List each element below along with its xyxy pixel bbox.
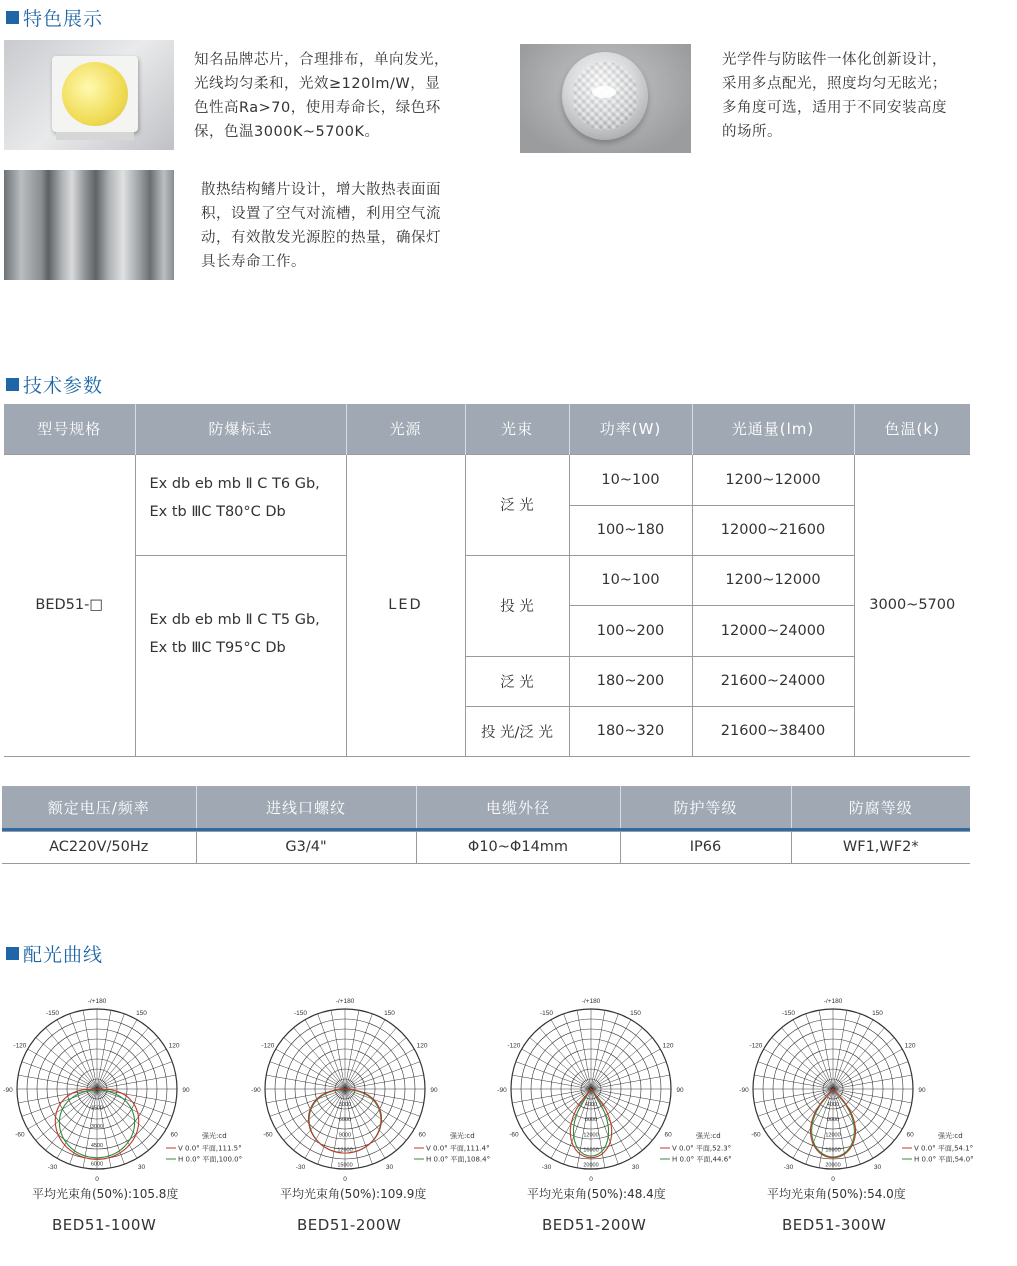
lens-photo [520,44,691,153]
table-row [4,454,970,505]
cable-diameter-cell: Φ10~Φ14mm [416,831,620,863]
ring-value-label: 9000 [338,1132,352,1139]
led-chip-photo [4,40,174,150]
beam-angle-label: 平均光束角(50%):105.8度 [32,1187,179,1201]
v-plane-legend: V 0.0° 平面,111.5° [178,1144,242,1153]
angle-label: 150 [872,1009,883,1017]
beam-angle-label: 平均光束角(50%):54.0度 [767,1187,906,1201]
polar-svg [251,998,504,1183]
polar-curve-diagram [251,998,504,1238]
params-title-text: 技术参数 [23,375,104,397]
curve-model-label: BED51-200W [297,1216,402,1234]
flux-cell: 1200~12000 [692,454,854,505]
flux-cell: 21600~38400 [692,706,854,756]
curves-section-title [6,940,103,967]
ip-rating-cell: IP66 [620,831,791,863]
h-plane-legend: H 0.0° 平面,100.0° [178,1155,243,1164]
angle-label: 150 [136,1009,147,1017]
ring-value-label: 3000 [90,1124,104,1131]
ring-value-label: 15000 [337,1162,353,1169]
power-cell: 10~100 [569,454,692,505]
col-header: 光源 [346,404,465,454]
angle-label: 0 [343,1176,347,1183]
light-source-cell: LED [346,454,465,756]
col-header: 进线口螺纹 [196,786,416,828]
intensity-unit-label: 强光:cd [696,1132,721,1140]
ring-value-label: 6000 [338,1117,352,1124]
ring-value-label: 16000 [825,1147,841,1154]
anticorrosion-cell: WF1,WF2* [791,831,970,863]
h-plane-legend: H 0.0° 平面,108.4° [426,1155,491,1164]
polar-curve-diagram [3,998,256,1238]
angle-label: -150 [539,1009,554,1017]
h-plane-legend: H 0.0° 平面,44.6° [672,1155,732,1164]
angle-label: 120 [416,1042,428,1050]
spec-table-2-header [2,786,970,828]
angle-label: -90 [251,1087,261,1094]
angle-label: -/+180 [581,998,601,1005]
angle-label: 90 [430,1087,438,1094]
ring-value-label: 6000 [90,1161,104,1168]
ring-value-label: 8000 [826,1117,840,1124]
angle-label: -60 [509,1131,519,1139]
curve-model-label: BED51-100W [52,1216,157,1234]
flux-cell: 12000~21600 [692,505,854,555]
polar-svg [3,998,256,1183]
beam-angle-label: 平均光束角(50%):48.4度 [527,1187,666,1201]
spec-table [4,404,970,757]
angle-label: 30 [385,1164,394,1172]
ring-value-label: 3000 [338,1102,352,1109]
angle-label: 0 [589,1176,593,1183]
polar-svg [739,998,992,1183]
features-section-title [6,4,103,31]
curve-model-label: BED51-200W [542,1216,647,1234]
spec-table-2 [2,786,970,864]
angle-label: 90 [918,1087,926,1094]
polar-curve-diagram [497,998,750,1238]
h-plane-legend: H 0.0° 平面,54.0° [914,1155,974,1164]
v-plane-legend: V 0.0° 平面,54.1° [914,1144,974,1153]
ring-value-label: 1500 [90,1105,104,1112]
angle-label: -30 [783,1164,794,1172]
angle-label: -90 [739,1087,749,1094]
angle-label: -120 [749,1042,763,1050]
angle-label: 0 [95,1176,99,1183]
power-cell: 10~100 [569,555,692,605]
angle-label: -60 [15,1131,25,1139]
color-temp-cell: 3000~5700 [854,454,970,756]
table-row [2,831,970,863]
angle-label: -60 [751,1131,761,1139]
intensity-unit-label: 强光:cd [938,1132,963,1140]
power-cell: 180~320 [569,706,692,756]
col-header: 防腐等级 [791,786,970,828]
angle-label: -90 [3,1087,13,1094]
angle-label: -30 [47,1164,58,1172]
params-section-title [6,371,103,398]
angle-label: -90 [497,1087,507,1094]
beam-cell: 投 光/泛 光 [465,706,569,756]
model-cell: BED51-□ [4,454,135,756]
beam-cell: 泛 光 [465,656,569,706]
angle-label: -60 [263,1131,273,1139]
angle-label: 60 [418,1131,426,1139]
angle-label: -30 [295,1164,306,1172]
explosion-mark-cell: Ex db eb mb Ⅱ C T5 Gb, Ex tb ⅢC T95°C Db [135,555,346,756]
features-title-text: 特色展示 [23,8,104,30]
feature-heatsink-text: 散热结构鳍片设计，增大散热表面面 积，设置了空气对流槽，利用空气流 动，有效散发光源腔的热量，确保灯 具长寿命工作。 [201,182,441,270]
angle-label: 60 [664,1131,672,1139]
angle-label: -150 [45,1009,60,1017]
ring-value-label: 20000 [583,1162,599,1169]
power-cell: 100~180 [569,505,692,555]
angle-label: -/+180 [335,998,355,1005]
angle-label: -120 [261,1042,275,1050]
ring-value-label: 16000 [583,1147,599,1154]
angle-label: -/+180 [823,998,843,1005]
beam-cell: 泛 光 [465,454,569,555]
ring-value-label: 12000 [583,1132,599,1139]
angle-label: -150 [293,1009,308,1017]
voltage-cell: AC220V/50Hz [2,831,196,863]
polar-curve-diagram [739,998,992,1238]
power-cell: 100~200 [569,605,692,656]
angle-label: 60 [170,1131,178,1139]
ring-value-label: 4000 [826,1102,840,1109]
col-header: 型号规格 [4,404,135,454]
beam-angle-label: 平均光束角(50%):109.9度 [280,1187,427,1201]
feature-lens-text: 光学件与防眩件一体化创新设计， 采用多点配光，照度均匀无眩光； 多角度可选，适用于不同安装高度 的场所。 [722,52,947,140]
angle-label: -30 [541,1164,552,1172]
angle-label: 30 [873,1164,882,1172]
angle-label: -150 [781,1009,796,1017]
col-header: 光束 [465,404,569,454]
v-plane-legend: V 0.0° 平面,52.3° [672,1144,732,1153]
ring-value-label: 20000 [825,1162,841,1169]
spec-table-header [4,404,970,454]
angle-label: 60 [906,1131,914,1139]
angle-label: -120 [13,1042,27,1050]
angle-label: 120 [662,1042,674,1050]
section-marker-icon [6,11,19,24]
col-header: 防护等级 [620,786,791,828]
angle-label: 30 [631,1164,640,1172]
flux-cell: 21600~24000 [692,656,854,706]
angle-label: 90 [182,1087,190,1094]
angle-label: 120 [168,1042,180,1050]
col-header: 额定电压/频率 [2,786,196,828]
angle-label: 0 [831,1176,835,1183]
table-row [4,555,970,605]
col-header: 功率(W) [569,404,692,454]
section-marker-icon [6,947,19,960]
intensity-unit-label: 强光:cd [450,1132,475,1140]
ring-value-label: 8000 [584,1117,598,1124]
col-header: 色温(k) [854,404,970,454]
section-marker-icon [6,378,19,391]
intensity-unit-label: 强光:cd [202,1132,227,1140]
angle-label: -120 [507,1042,521,1050]
heat-sink-fins-photo [4,170,174,280]
power-cell: 180~200 [569,656,692,706]
angle-label: 30 [137,1164,146,1172]
thread-cell: G3/4" [196,831,416,863]
angle-label: 150 [384,1009,395,1017]
ring-value-label: 12000 [825,1132,841,1139]
polar-svg [497,998,750,1183]
angle-label: 120 [904,1042,916,1050]
v-plane-legend: V 0.0° 平面,111.4° [426,1144,490,1153]
col-header: 防爆标志 [135,404,346,454]
col-header: 光通量(lm) [692,404,854,454]
feature-chip-text: 知名品牌芯片，合理排布，单向发光， 光线均匀柔和，光效≥120lm/W，显 色性高Ra>70，使用寿命长，绿色环 保，色温3000K~5700K。 [194,52,449,140]
flux-cell: 12000~24000 [692,605,854,656]
beam-cell: 投 光 [465,555,569,656]
angle-label: 150 [630,1009,641,1017]
curve-model-label: BED51-300W [782,1216,887,1234]
ring-value-label: 12000 [337,1147,353,1154]
col-header: 电缆外径 [416,786,620,828]
angle-label: 90 [676,1087,684,1094]
ring-value-label: 4000 [584,1102,598,1109]
explosion-mark-cell: Ex db eb mb Ⅱ C T6 Gb, Ex tb ⅢC T80°C Db [135,454,346,555]
curves-title-text: 配光曲线 [23,944,104,966]
angle-label: -/+180 [87,998,107,1005]
flux-cell: 1200~12000 [692,555,854,605]
ring-value-label: 4500 [90,1142,104,1149]
